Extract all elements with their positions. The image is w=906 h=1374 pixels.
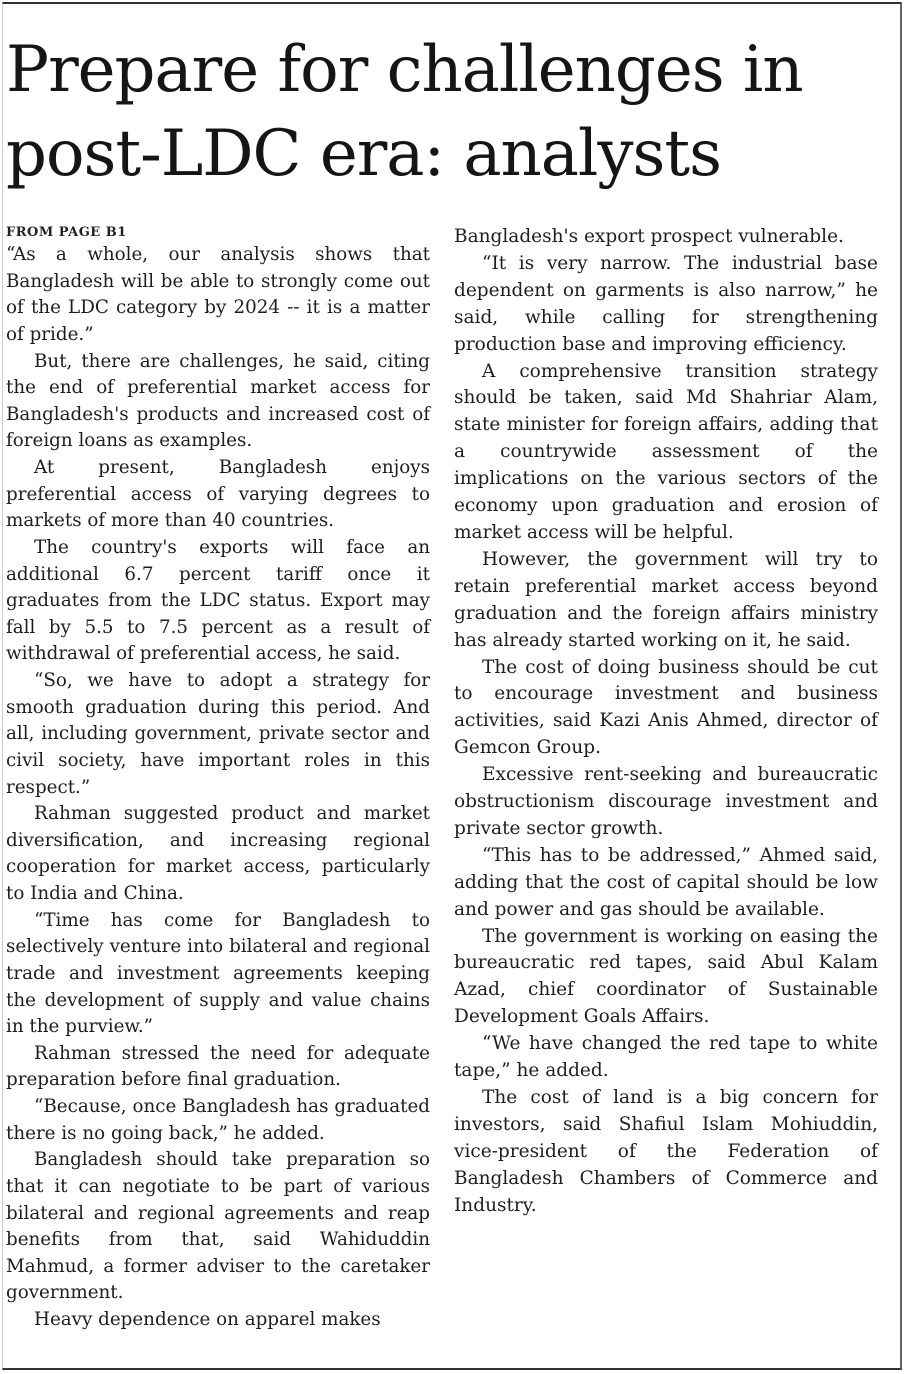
- article-paragraph: However, the government will try to retain preferential market access beyond graduation and the foreign affairs ministry has already started working on it, he said.: [454, 548, 878, 651]
- article-paragraph: Bangladesh should take preparation so that it can negotiate to be part of various bilateral and regional agreements and reap benefits from that, said Wahiduddin Mahmud, a former adviser to the caretaker government.: [6, 1149, 430, 1304]
- article-paragraph: But, there are challenges, he said, citing the end of preferential market access for Bangladesh's products and increased cost of foreign loans as examples.: [6, 350, 430, 452]
- article-paragraph: Excessive rent-seeking and bureaucratic obstructionism discourage investment and private sector growth.: [454, 764, 878, 839]
- article-paragraph: “This has to be addressed,” Ahmed said, adding that the cost of capital should be low and power and gas should be available.: [454, 844, 878, 920]
- article-paragraph: Rahman stressed the need for adequate preparation before final graduation.: [6, 1042, 430, 1091]
- article-paragraph: “So, we have to adopt a strategy for smooth graduation during this period. And all, including government, private sector and civil society, have important roles in this respect.”: [6, 670, 430, 798]
- article-paragraph: “Time has come for Bangladesh to selectively venture into bilateral and regional trade and investment agreements keeping the development of supply and value chains in the purview.”: [6, 909, 430, 1038]
- article-paragraph: At present, Bangladesh enjoys preferential access of varying degrees to markets of more than 40 countries.: [6, 457, 430, 532]
- article-paragraph: A comprehensive transition strategy should be taken, said Md Shahriar Alam, state minister for foreign affairs, adding that a countrywide assessment of the implications on the various sectors of the economy upon graduation and erosion of market access will be helpful.: [454, 360, 878, 543]
- article-paragraph: Bangladesh's export prospect vulnerable.: [454, 226, 844, 247]
- headline: Prepare for challenges in post-LDC era: analysts: [6, 33, 803, 191]
- article-paragraph: “As a whole, our analysis shows that Bangladesh will be able to strongly come out of the LDC category by 2024 -- it is a matter of pride.”: [6, 244, 430, 345]
- article-paragraph: The cost of doing business should be cut to encourage investment and business activities, said Kazi Anis Ahmed, director of Gemcon Group.: [454, 656, 878, 759]
- article-paragraph: The government is working on easing the bureaucratic red tapes, said Abul Kalam Azad, chief coordinator of Sustainable Development Goals Affairs.: [454, 925, 878, 1028]
- article-paragraph: “Because, once Bangladesh has graduated there is no going back,” he added.: [6, 1096, 430, 1144]
- article-paragraph: Rahman suggested product and market diversification, and increasing regional cooperation for market access, particularly to India and China.: [6, 803, 430, 904]
- article-column-right: [454, 224, 878, 1220]
- article-paragraph: The country's exports will face an additional 6.7 percent tariff once it graduates from the LDC status. Export may fall by 5.5 to 7.5 percent as a result of withdrawal of preferential access, he said.: [6, 536, 430, 665]
- article-paragraph: Heavy dependence on apparel makes: [34, 1309, 381, 1330]
- article-paragraph: “It is very narrow. The industrial base dependent on garments is also narrow,” he said, while calling for strengthening production base and improving efficiency.: [454, 252, 878, 355]
- article-paragraph: The cost of land is a big concern for investors, said Shafiul Islam Mohiuddin, vice-president of the Federation of Bangladesh Chambers of Commerce and Industry.: [454, 1087, 878, 1216]
- page-jump-kicker: FROM PAGE B1: [6, 225, 127, 240]
- article-paragraph: “We have changed the red tape to white tape,” he added.: [454, 1033, 878, 1082]
- article-column-left: [6, 224, 430, 1334]
